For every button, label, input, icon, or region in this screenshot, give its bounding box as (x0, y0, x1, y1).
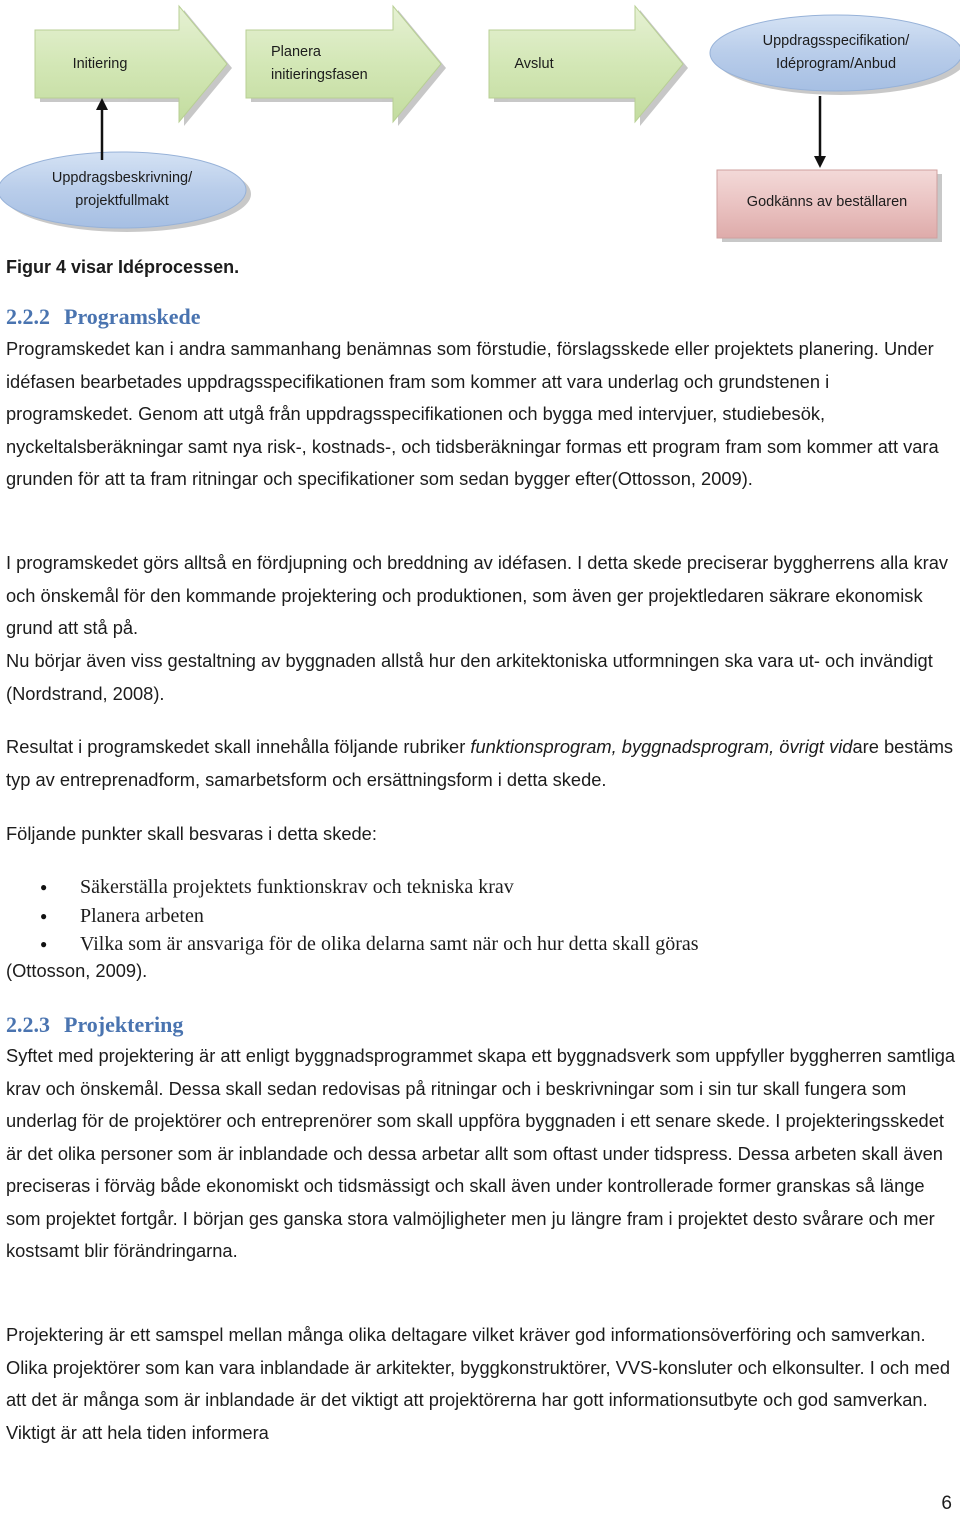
page-number: 6 (941, 1493, 952, 1514)
italic-text-run: funktionsprogram, byggnadsprogram, övrigt vid (470, 736, 853, 757)
section-title: Programskede (64, 304, 201, 329)
text-run: Resultat i programskedet skall innehålla följande rubriker (6, 736, 471, 757)
paragraph: Nu börjar även viss gestaltning av byggnaden allstå hur den arkitektoniska utformningen ska vara ut- och invändigt (Nordstrand, 2008). (6, 650, 933, 704)
arrow-label-initiering: Initiering (72, 55, 128, 72)
list-item: ● Vilka som är ansvariga för de olika delarna samt när och hur detta skall göras (0, 930, 950, 959)
section-number: 2.2.2 (6, 304, 50, 329)
arrow-label-planera: Planera initieringsfasen (271, 44, 368, 83)
list-item: ● Säkerställa projektets funktionskrav och tekniska krav (0, 873, 950, 902)
idea-process-diagram (0, 0, 960, 250)
oval-label-uppdragsbeskrivning: Uppdragsbeskrivning/ projektfullmakt (51, 170, 193, 209)
paragraph: Följande punkter skall besvaras i detta skede: (6, 823, 377, 844)
arrow-label-avslut: Avslut (514, 55, 554, 72)
list-item: ● Planera arbeten (0, 902, 950, 931)
paragraph: Projektering är ett samspel mellan många olika deltagare vilket kräver god informationsöverföring och samverkan. Olika projektörer som kan vara inblandade är arkitekter, byggkonstruktörer, VVS-konsluter och elkonsulter. I och med att det är många som är inblandade är det viktigt att projektörerna har gott informationsutbyte och god samverkan. Viktigt är att hela tiden informera (6, 1324, 950, 1443)
section-heading-2-2-3 (6, 1010, 183, 1040)
section-heading-2-2-2 (6, 302, 200, 332)
paragraph-rubriker (6, 731, 956, 796)
section-number: 2.2.3 (6, 1012, 50, 1037)
paragraph: Syftet med projektering är att enligt byggnadsprogrammet skapa ett byggnadsverk som uppfyller byggherren samtliga krav och önskemål. Dessa skall sedan redovisas på ritningar och i beskrivningar som i sin tur skall fungera som underlag för de projektörer och entreprenörer som skall uppföra byggnaden i ett senare skede. I projekteringsskedet är det olika personer som är inblandade och dessa arbetar allt som oftast under tidspress. Dessa arbeten skall även preciseras i förväg både ekonomiskt och tidsmässigt och skall även under kontrollerade former granskas så länge som projektet fortgår. I början ges ganska stora valmöjligheter men ju längre fram i projektet desto svårare och mer kostsamt blir förändringarna. (6, 1045, 956, 1261)
citation-line: (Ottosson, 2009). (6, 960, 148, 981)
bullet-list (0, 873, 950, 959)
figure-caption: Figur 4 visar Idéprocessen. (6, 257, 240, 277)
oval-label-uppdragsspecifikation: Uppdragsspecifikation/ Idéprogram/Anbud (762, 33, 910, 72)
section-title: Projektering (64, 1012, 184, 1037)
text-run: are bestäms typ av entreprenadform, samarbetsform och ersättningsform i detta skede. (6, 736, 954, 790)
paragraph: I programskedet görs alltså en fördjupning och breddning av idéfasen. I detta skede preciserar byggherrens alla krav och önskemål för den kommande projektering och produktionen, som även ger projektledaren säkrare ekonomisk grund att stå på. (6, 552, 949, 638)
paragraph: Programskedet kan i andra sammanhang benämnas som förstudie, förslagsskede eller projektets planering. Under idéfasen bearbetades uppdragsspecifikationen fram som kommer att vara underlag och grundstenen i programskedet. Genom att utgå från uppdragsspecifikationen och bygga med intervjuer, studiebesök, nyckeltalsberäkningar samt nya risk-, kostnads-, och tidsberäkningar formas ett program fram som kommer att vara grunden för att ta fram ritningar och specifikationer som sedan bygger efter(Ottosson, 2009). (6, 338, 939, 489)
box-label-godkanns: Godkänns av beställaren (746, 193, 908, 210)
